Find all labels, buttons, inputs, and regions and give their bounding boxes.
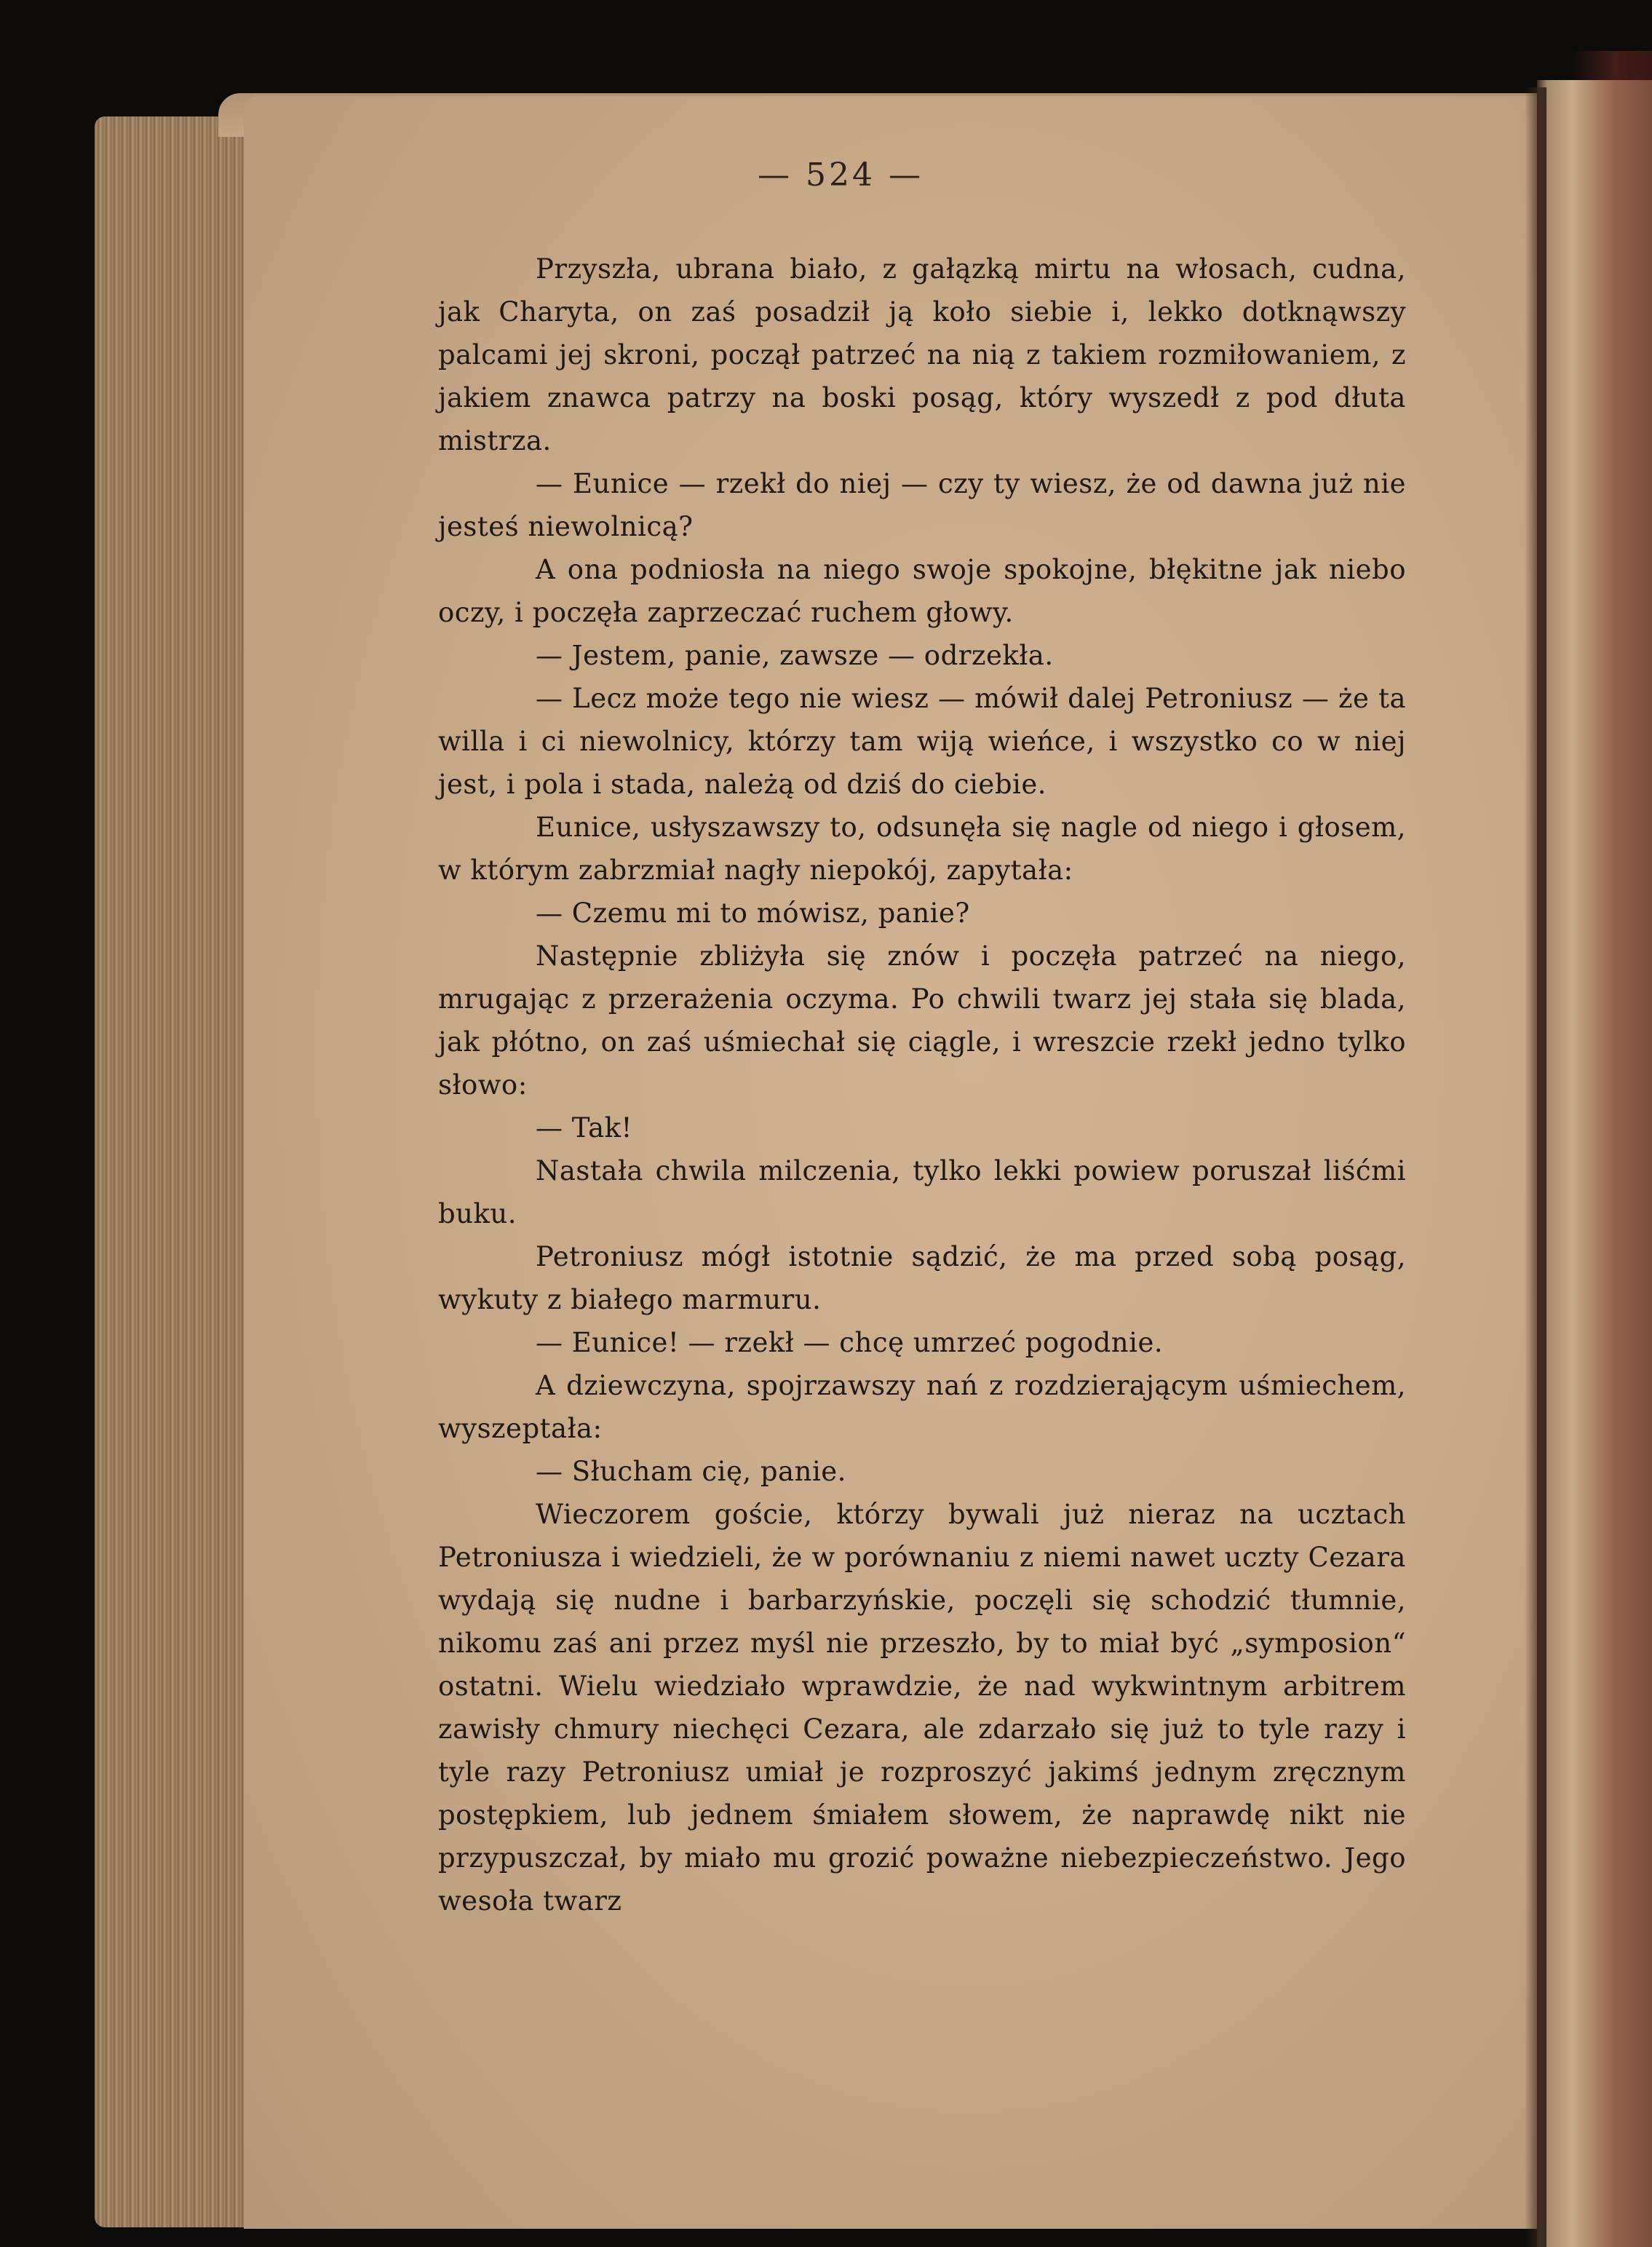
paragraph: Następnie zbliżyła się znów i poczęła patrzeć na niego, mrugając z przerażenia oczyma. Po chwili twarz jej stała się blada, jak płótno, on zaś uśmiechał się ciągle, i wreszcie rzekł jedno tylko słowo:: [438, 940, 1406, 1101]
page-text: [438, 247, 1406, 1922]
paragraph: A ona podniosła na niego swoje spokojne, błękitne jak niebo oczy, i poczęła zaprzeczać ruchem głowy.: [438, 554, 1406, 628]
paragraph: — Eunice — rzekł do niej — czy ty wiesz, że od dawna już nie jesteś niewolnicą?: [438, 468, 1406, 542]
page-number: — 524 —: [758, 156, 924, 194]
paragraph: — Słucham cię, panie.: [536, 1456, 846, 1487]
paragraph: — Eunice! — rzekł — chcę umrzeć pogodnie.: [536, 1327, 1164, 1358]
book-page-edges: [95, 116, 269, 2227]
paragraph: — Czemu mi to mówisz, panie?: [536, 897, 970, 929]
paragraph: — Jestem, panie, zawsze — odrzekła.: [536, 640, 1054, 671]
paragraph: — Lecz może tego nie wiesz — mówił dalej Petroniusz — że ta willa i ci niewolnicy, którzy tam wiją wieńce, i wszystko co w niej jest, i pola i stada, należą od dziś do ciebie.: [438, 683, 1406, 800]
paragraph: Eunice, usłyszawszy to, odsunęła się nagle od niego i głosem, w którym zabrzmiał nagły niepokój, zapytała:: [438, 812, 1406, 886]
paragraph: — Tak!: [536, 1112, 632, 1144]
book-cover-edge: [1572, 51, 1652, 2247]
paragraph: Petroniusz mógł istotnie sądzić, że ma przed sobą posąg, wykuty z białego marmuru.: [438, 1241, 1406, 1315]
paragraph: A dziewczyna, spojrzawszy nań z rozdzierającym uśmiechem, wyszeptała:: [438, 1370, 1406, 1444]
paragraph: Przyszła, ubrana biało, z gałązką mirtu na włosach, cudna, jak Charyta, on zaś posadził ją koło siebie i, lekko dotknąwszy palcami jej skroni, począł patrzeć na nią z takiem rozmiłowaniem, z jakiem znawca patrzy na boski posąg, który wyszedł z pod dłuta mistrza.: [438, 253, 1406, 456]
paragraph: Wieczorem goście, którzy bywali już nieraz na ucztach Petroniusza i wiedzieli, że w porównaniu z niemi nawet uczty Cezara wydają się nudne i barbarzyńskie, poczęli się schodzić tłumnie, nikomu zaś ani przez myśl nie przeszło, by to miał być „symposion“ ostatni. Wielu wiedziało wprawdzie, że nad wykwintnym arbitrem zawisły chmury niechęci Cezara, ale zdarzało się już to tyle razy i tyle razy Petroniusz umiał je rozproszyć jakimś jednym zręcznym postępkiem, lub jednem śmiałem słowem, że naprawdę nikt nie przypuszczał, by miało mu grozić poważne niebezpieczeństwo. Jego wesoła twarz: [438, 1499, 1406, 1917]
paragraph: Nastała chwila milczenia, tylko lekki powiew poruszał liśćmi buku.: [438, 1155, 1406, 1229]
book-gutter: [1525, 87, 1546, 2247]
